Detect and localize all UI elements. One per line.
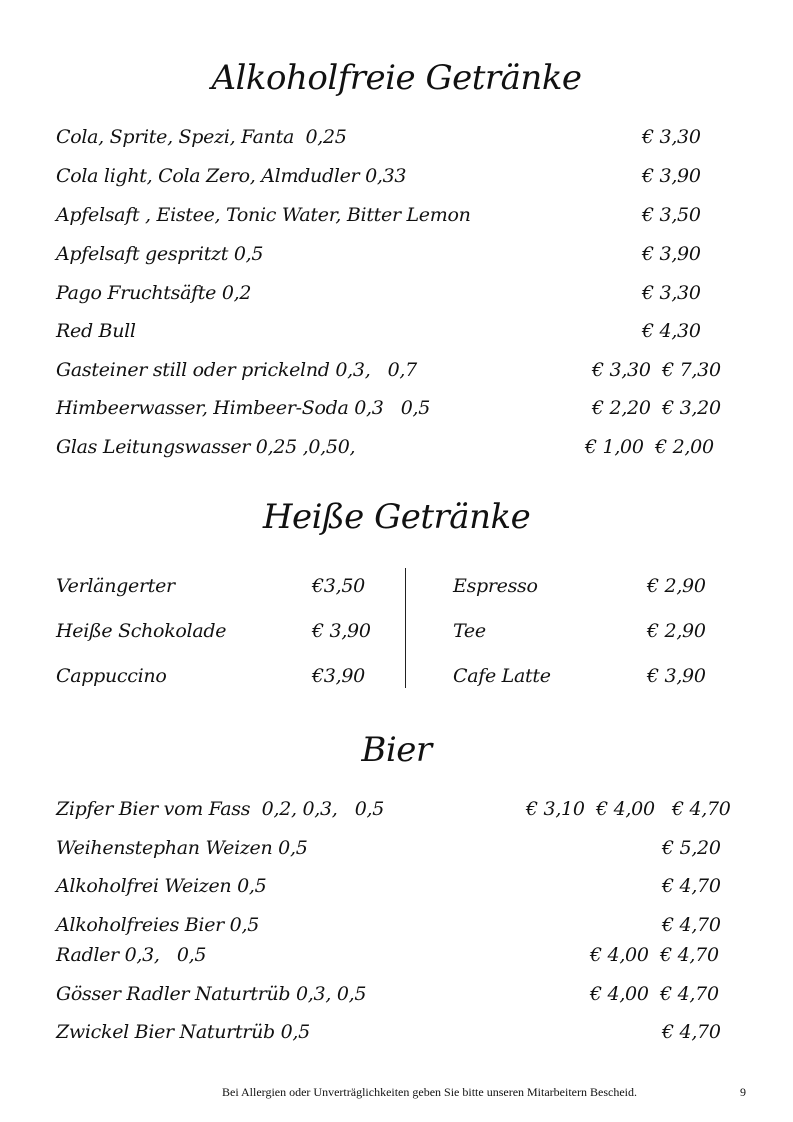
section-title-heisse: Heiße Getränke — [262, 497, 531, 537]
menu-item-name: Alkoholfreies Bier 0,5 — [56, 914, 259, 936]
menu-item-name: Heiße Schokolade — [56, 620, 227, 642]
menu-item-name: Cola, Sprite, Spezi, Fanta 0,25 — [56, 126, 347, 148]
menu-item-price: €3,90 — [312, 665, 365, 687]
menu-item-name: Zwickel Bier Naturtrüb 0,5 — [56, 1021, 310, 1043]
menu-item-name: Gösser Radler Naturtrüb 0,3, 0,5 — [56, 983, 367, 1005]
allergy-note: Bei Allergien oder Unverträglichkeiten geben Sie bitte unseren Mitarbeitern Bescheid. — [222, 1085, 637, 1099]
menu-item-name: Himbeerwasser, Himbeer-Soda 0,3 0,5 — [56, 397, 431, 419]
menu-item-price: € 3,30 € 7,30 — [592, 359, 721, 381]
menu-item-name: Cafe Latte — [453, 665, 551, 687]
menu-item-name: Verlängerter — [56, 575, 175, 597]
menu-item-price: € 3,90 — [642, 243, 701, 265]
menu-item-price: € 1,00 € 2,00 — [585, 436, 714, 458]
menu-item-price: € 4,30 — [642, 320, 701, 342]
menu-item-name: Weihenstephan Weizen 0,5 — [56, 837, 308, 859]
section-title-bier: Bier — [361, 730, 432, 770]
menu-item-name: Alkoholfrei Weizen 0,5 — [56, 875, 267, 897]
menu-item-price: € 4,00 € 4,70 — [590, 944, 719, 966]
menu-item-price: € 5,20 — [662, 837, 721, 859]
menu-item-name: Glas Leitungswasser 0,25 ,0,50, — [56, 436, 356, 458]
menu-item-price: € 2,90 — [647, 575, 706, 597]
page-number: 9 — [740, 1085, 746, 1099]
menu-item-name: Apfelsaft , Eistee, Tonic Water, Bitter Lemon — [56, 204, 471, 226]
menu-item-price: € 2,20 € 3,20 — [592, 397, 721, 419]
menu-item-price: €3,50 — [312, 575, 365, 597]
menu-item-price: € 3,90 — [312, 620, 371, 642]
menu-item-price: € 4,00 € 4,70 — [590, 983, 719, 1005]
menu-item-name: Gasteiner still oder prickelnd 0,3, 0,7 — [56, 359, 417, 381]
menu-item-price: € 3,10 € 4,00 € 4,70 — [526, 798, 731, 820]
section-title-alkoholfrei: Alkoholfreie Getränke — [211, 58, 582, 98]
menu-item-name: Tee — [453, 620, 486, 642]
menu-item-price: € 3,90 — [647, 665, 706, 687]
column-divider — [405, 568, 406, 688]
menu-item-name: Cola light, Cola Zero, Almdudler 0,33 — [56, 165, 407, 187]
menu-item-price: € 3,30 — [642, 126, 701, 148]
menu-item-name: Radler 0,3, 0,5 — [56, 944, 207, 966]
menu-item-name: Espresso — [453, 575, 538, 597]
menu-item-price: € 3,50 — [642, 204, 701, 226]
menu-item-price: € 4,70 — [662, 914, 721, 936]
menu-item-name: Apfelsaft gespritzt 0,5 — [56, 243, 264, 265]
menu-item-price: € 4,70 — [662, 1021, 721, 1043]
menu-item-name: Pago Fruchtsäfte 0,2 — [56, 282, 252, 304]
menu-item-price: € 3,30 — [642, 282, 701, 304]
menu-item-price: € 3,90 — [642, 165, 701, 187]
menu-item-price: € 2,90 — [647, 620, 706, 642]
menu-item-name: Zipfer Bier vom Fass 0,2, 0,3, 0,5 — [56, 798, 385, 820]
menu-item-name: Red Bull — [56, 320, 136, 342]
menu-item-name: Cappuccino — [56, 665, 167, 687]
menu-item-price: € 4,70 — [662, 875, 721, 897]
